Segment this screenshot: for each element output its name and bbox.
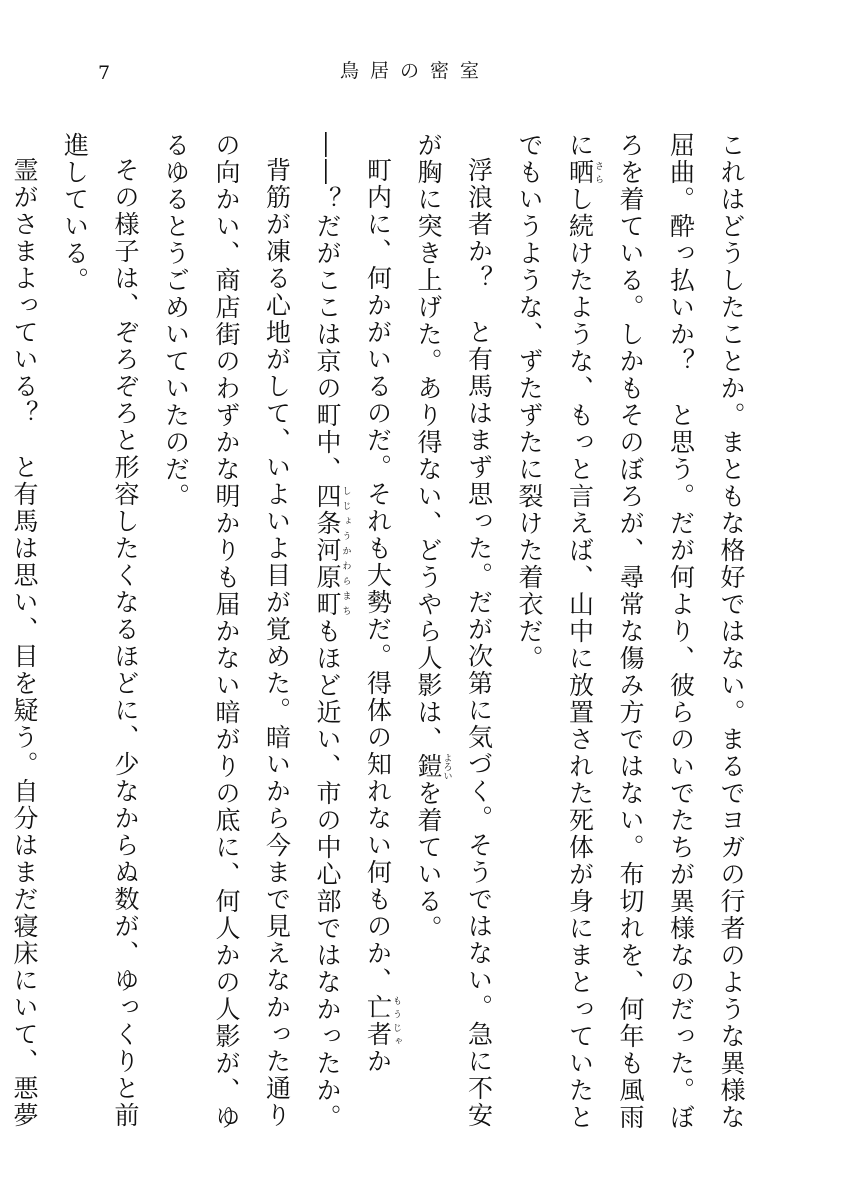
paragraph-2-text-a: 浮浪者か？ と有馬はまず思った。だが次第に気づく。そうではない。急に不安が胸に突き上げた。あり得ない、どうやら人影は、	[414, 132, 494, 1129]
paragraph-4: 背筋が凍る心地がして、いよいよ目が覚めた。暗いから今まで見えなかった通りの向かい、商店街のわずかな明かりも届かない暗がりの底に、何人かの人影が、ゆるゆるとうごめいていたのだ。	[161, 132, 292, 1131]
paragraph-1	[504, 132, 757, 1142]
paragraph-3-text-c: もほど近い、市の中心部ではなかったか。	[313, 618, 342, 1131]
running-title: 鳥居の密室	[340, 60, 491, 82]
ruby-mouja: 亡者もうじゃ	[363, 994, 401, 1048]
paragraph-1-text-a: これはどうしたことか。まともな格好ではない。まるでヨガの行者のような異様な屈曲。酔っ払いか？ と思う。だが何より、彼らのいでたちが異様なのだった。ぼろを着ている。しかもそのぼろが、尋常な傷み方ではない。布切れを、何年も風雨に	[565, 132, 746, 1131]
ruby-shijo: 四条河原町しじょうかわらまち	[313, 483, 351, 618]
page-number: 7	[98, 62, 111, 84]
paragraph-3-text-a: 町内に、何かがいるのだ。それも大勢だ。得体の知れない何ものか、	[363, 157, 393, 994]
paragraph-2-text-b: を着ている。	[414, 780, 443, 942]
body-text	[10, 132, 756, 1142]
paragraph-3	[302, 132, 403, 1142]
paragraph-2	[403, 132, 504, 1142]
ruby-sara: 晒さら	[565, 159, 603, 186]
paragraph-6: 霊がさまよっている？ と有馬は思い、目を疑う。自分はまだ寝床にいて、悪夢	[10, 157, 39, 1129]
ruby-yoroi: 鎧よろい	[414, 753, 452, 780]
paragraph-5: その様子は、ぞろぞろと形容したくなるほどに、少なからぬ数が、ゆっくりと前進している。	[60, 132, 140, 1129]
paragraph-1-text-b: し続けたような、もっと言えば、山中に放置された死体が身にまとっていたとでもいうような、ずたずたに裂けた着衣だ。	[515, 132, 595, 1131]
paragraph-3-text-b: か――？だがここは京の町中、	[313, 132, 393, 1075]
